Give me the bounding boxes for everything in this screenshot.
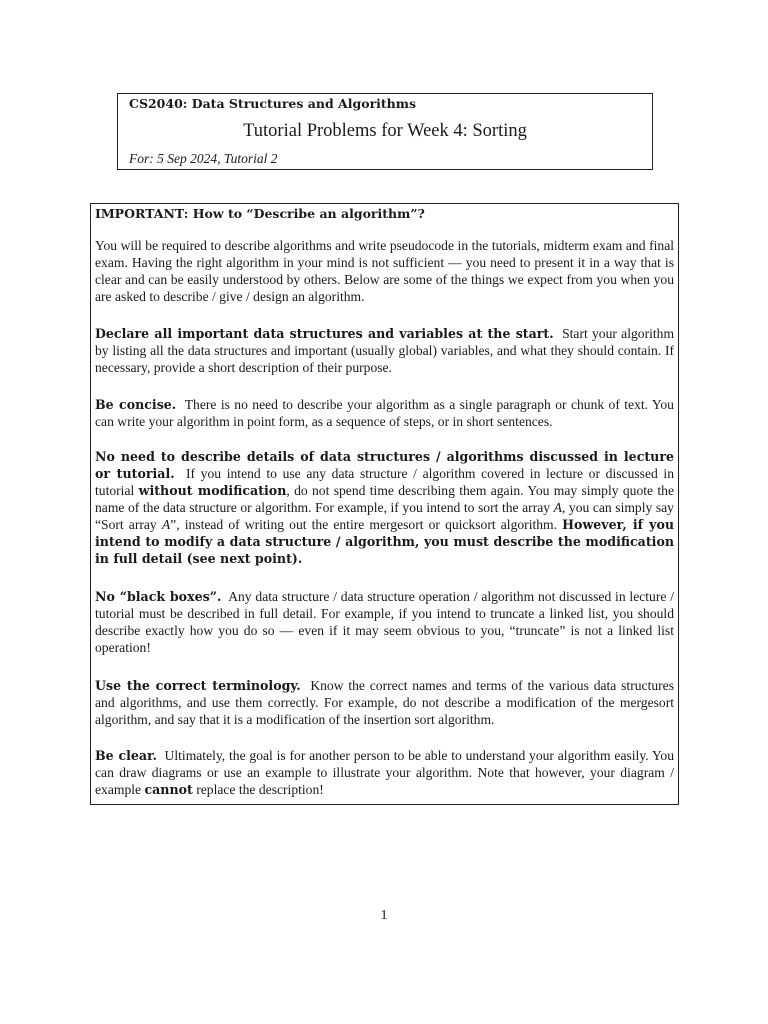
no-details-paragraph: [95, 448, 674, 567]
declare-paragraph: [95, 325, 674, 376]
declare-body: Start your algorithm by listing all the data structures and important (usually global) variables, and what they should contain. If necessary, provide a short description of their purpose.: [95, 326, 675, 375]
no-details-body-3: , you can simply say “Sort array: [95, 500, 674, 532]
important-box: [90, 203, 679, 805]
terminology-paragraph: [95, 677, 674, 728]
no-details-bold-2: However, if you intend to modify a data structure / algorithm, you must describe the modification in full detail (see next point).: [95, 517, 675, 566]
intro-paragraph: You will be required to describe algorithms and write pseudocode in the tutorials, midterm exam and final exam. Having the right algorithm in your mind is not sufficient — you need to present it in a way that is clear and can be easily understood by others. Below are some of the things we expect from you when you are asked to describe / give / design an algorithm.: [95, 238, 674, 304]
concise-lead: Be concise.: [95, 397, 177, 412]
important-heading: IMPORTANT: How to “Describe an algorithm”?: [95, 206, 425, 221]
page-number: 1: [380, 908, 388, 923]
clear-body-2: replace the description!: [196, 782, 324, 797]
date-line: For: 5 Sep 2024, Tutorial 2: [129, 151, 278, 166]
no-details-lead: No need to describe details of data structures / algorithms discussed in lecture or tutorial.: [95, 449, 674, 481]
no-details-body-1: If you intend to use any data structure / algorithm covered in lecture or discussed in tutorial: [95, 466, 675, 498]
header-box: [117, 93, 653, 170]
no-details-body-4: ”, instead of writing out the entire mergesort or quicksort algorithm.: [170, 517, 558, 532]
variable-a-2: A: [161, 517, 171, 532]
clear-lead: Be clear.: [95, 748, 157, 763]
document-title: Tutorial Problems for Week 4: Sorting: [243, 121, 527, 141]
black-boxes-lead: No “black boxes”.: [95, 589, 222, 604]
black-boxes-paragraph: [95, 588, 674, 656]
terminology-body: Know the correct names and terms of the various data structures and algorithms, and use them correctly. For example, do not describe a modification of the mergesort algorithm, and say that it is a modification of the insertion sort algorithm.: [95, 678, 674, 727]
terminology-lead: Use the correct terminology.: [95, 678, 301, 693]
no-details-bold-1: without modification: [138, 483, 287, 498]
no-details-body-2: , do not spend time describing them again. You may simply quote the name of the data structure or algorithm. For example, if you intend to sort the array: [95, 483, 674, 515]
clear-paragraph: [95, 747, 674, 798]
black-boxes-body: Any data structure / data structure operation / algorithm not discussed in lecture / tutorial must be described in full detail. For example, if you intend to truncate a linked list, you should describe exactly how you do so — even if it may seem obvious to you, “truncate” is not a linked list operation!: [95, 589, 674, 655]
clear-body-1: Ultimately, the goal is for another person to be able to understand your algorithm easily. You can draw diagrams or use an example to illustrate your algorithm. Note that however, your diagram / example: [95, 748, 674, 797]
variable-a: A: [553, 500, 562, 515]
course-title: CS2040: Data Structures and Algorithms: [129, 96, 417, 111]
concise-paragraph: [95, 396, 674, 430]
declare-lead: Declare all important data structures and variables at the start.: [95, 326, 554, 341]
concise-body: There is no need to describe your algorithm as a single paragraph or chunk of text. You can write your algorithm in point form, as a sequence of steps, or in short sentences.: [95, 397, 674, 429]
clear-bold: cannot: [144, 782, 193, 797]
